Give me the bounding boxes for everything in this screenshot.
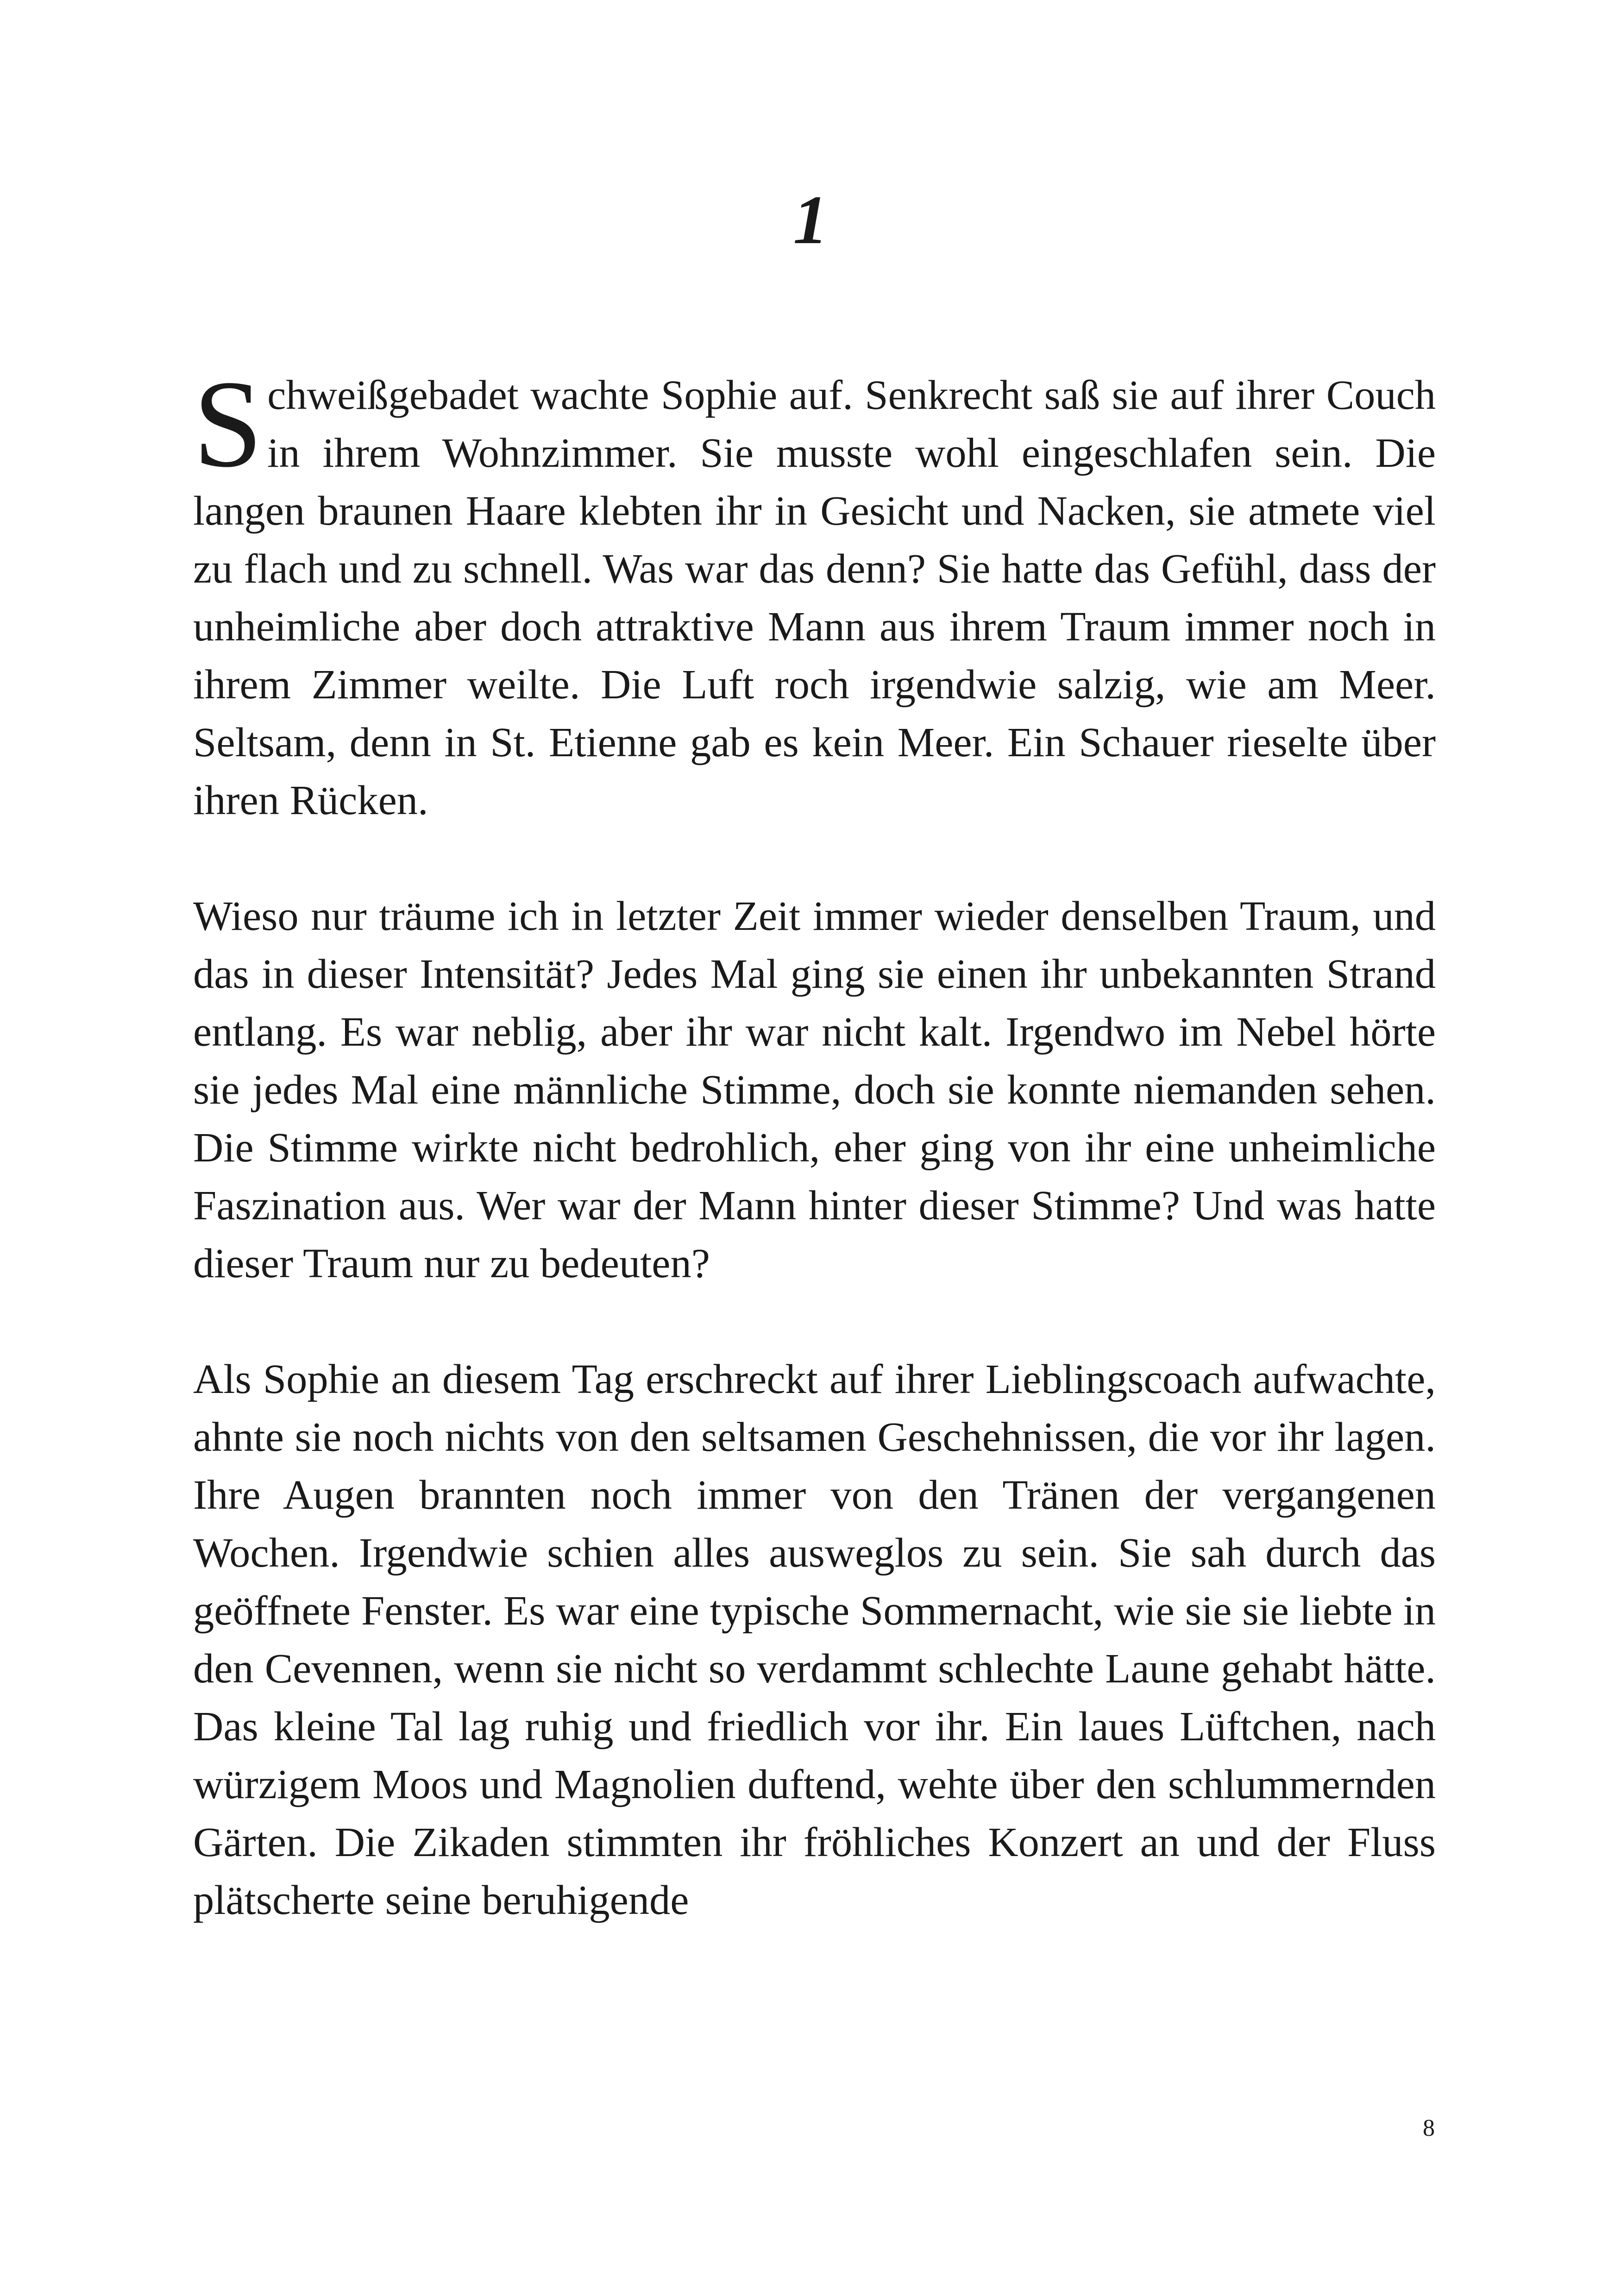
chapter-body [193, 355, 1436, 1929]
page-number: 8 [1423, 2115, 1435, 2141]
paragraph-2: Wieso nur träume ich in letzter Zeit immer wieder denselben Traum, und das in dieser Intensität? Jedes Mal ging sie einen ihr unbekannten Strand entlang. Es war neblig, aber ihr war nicht kalt. Irgendwo im Nebel hörte sie jedes Mal eine männliche Stimme, doch sie konnte niemanden sehen. Die Stimme wirkte nicht bedrohlich, eher ging von ihr eine unheimliche Faszination aus. Wer war der Mann hinter dieser Stimme? Und was hatte dieser Traum nur zu bedeuten? [193, 892, 1436, 1286]
chapter-number: 1 [793, 182, 828, 258]
paragraph-3: Als Sophie an diesem Tag erschreckt auf ihrer Lieblingscoach aufwachte, ahnte sie noch nichts von den seltsamen Geschehnissen, die vor ihr lagen. Ihre Augen brannten noch immer von den Tränen der vergangenen Wochen. Irgendwie schien alles ausweglos zu sein. Sie sah durch das geöffnete Fenster. Es war eine typische Sommernacht, wie sie sie liebte in den Cevennen, wenn sie nicht so verdammt schlechte Laune gehabt hätte. Das kleine Tal lag ruhig und friedlich vor ihr. Ein laues Lüftchen, nach würzigem Moos und Magnolien duftend, wehte über den schlummernden Gärten. Die Zikaden stimmten ihr fröhliches Konzert an und der Fluss plätscherte seine beruhigende [193, 1355, 1436, 1923]
paragraph-1 [193, 355, 1436, 829]
drop-cap: S [193, 355, 263, 493]
paragraph-1-text: chweißgebadet wachte Sophie auf. Senkrecht saß sie auf ihrer Couch in ihrem Wohnzimmer. Sie musste wohl eingeschlafen sein. Die langen braunen Haare klebten ihr in Gesicht und Nacken, sie atmete viel zu flach und zu schnell. Was war das denn? Sie hatte das Gefühl, dass der unheimliche aber doch attraktive Mann aus ihrem Traum immer noch in ihrem Zimmer weilte. Die Luft roch irgendwie salzig, wie am Meer. Seltsam, denn in St. Etienne gab es kein Meer. Ein Schauer rieselte über ihren Rücken. [193, 371, 1436, 823]
